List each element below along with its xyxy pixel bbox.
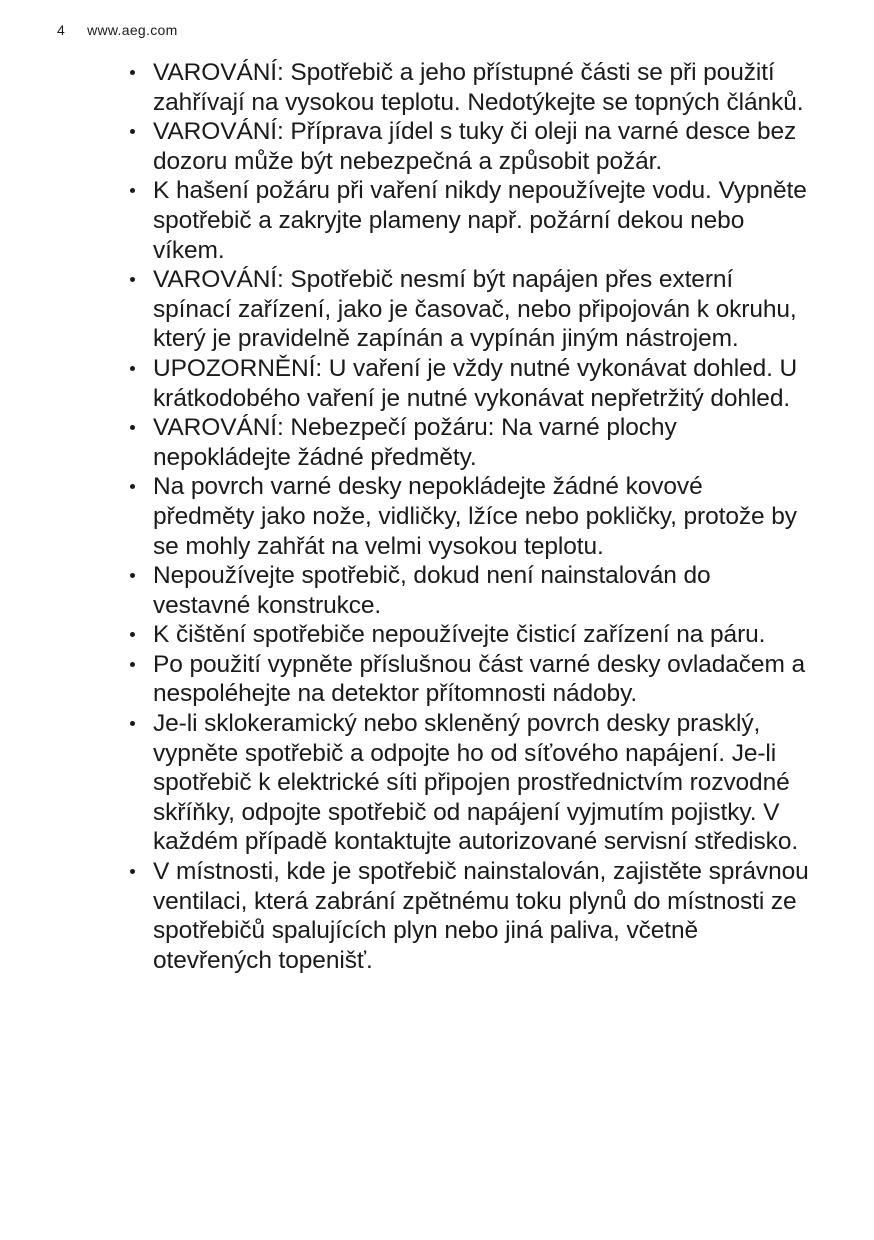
list-item [125, 58, 809, 117]
bullet-icon [130, 721, 135, 726]
list-item [125, 176, 809, 265]
list-item [125, 354, 809, 413]
list-item [125, 472, 809, 561]
bullet-icon [130, 366, 135, 371]
list-item-text: VAROVÁNÍ: Spotřebič nesmí být napájen přes externí spínací zařízení, jako je časovač, nebo připojován k okruhu, který je pravidelně zapínán a vypínán jiným nástrojem. [153, 266, 797, 353]
list-item-text: VAROVÁNÍ: Příprava jídel s tuky či oleji na varné desce bez dozoru může být nebezpečná a způsobit požár. [153, 118, 797, 175]
bullet-icon [130, 662, 135, 667]
safety-warning-list [125, 58, 809, 975]
bullet-icon [130, 188, 135, 193]
list-item-text: V místnosti, kde je spotřebič nainstalován, zajistěte správnou ventilaci, která zabrání zpětnému toku plynů do místnosti ze spotřebičů spalujících plyn nebo jiná paliva, včetně otevřených topenišť. [153, 858, 809, 974]
list-item-text: Je-li sklokeramický nebo skleněný povrch desky prasklý, vypněte spotřebič a odpojte ho od síťového napájení. Je-li spotřebič k elektrické síti připojen prostřednictvím rozvodné skříňky, odpojte spotřebič od napájení vyjmutím pojistky. V každém případě kontaktujte autorizované servisní středisko. [153, 710, 799, 856]
list-item-text: UPOZORNĚNÍ: U vaření je vždy nutné vykonávat dohled. U krátkodobého vaření je nutné vykonávat nepřetržitý dohled. [153, 354, 798, 412]
bullet-icon [130, 573, 135, 578]
site-url: www.aeg.com [87, 22, 178, 38]
list-item-text: VAROVÁNÍ: Spotřebič a jeho přístupné části se při použití zahřívají na vysokou teplotu. Nedotýkejte se topných článků. [153, 59, 804, 116]
list-item-text: Po použití vypněte příslušnou část varné desky ovladačem a nespoléhejte na detektor přítomnosti nádoby. [153, 650, 805, 708]
bullet-icon [130, 277, 135, 282]
list-item-text: Nepoužívejte spotřebič, dokud není nainstalován do vestavné konstrukce. [153, 562, 711, 619]
list-item [125, 413, 809, 472]
list-item-text: VAROVÁNÍ: Nebezpečí požáru: Na varné plochy nepokládejte žádné předměty. [153, 414, 677, 471]
list-item-text: K čištění spotřebiče nepoužívejte čisticí zařízení na páru. [153, 621, 766, 649]
bullet-icon [130, 869, 135, 874]
list-item [125, 117, 809, 176]
list-item [125, 620, 809, 650]
list-item-text: K hašení požáru při vaření nikdy nepoužívejte vodu. Vypněte spotřebič a zakryjte plameny např. požární dekou nebo víkem. [153, 177, 807, 264]
list-item [125, 857, 809, 975]
page-header [57, 22, 178, 38]
bullet-icon [130, 632, 135, 637]
list-item [125, 709, 809, 857]
list-item [125, 650, 809, 709]
bullet-icon [130, 129, 135, 134]
page-number: 4 [57, 22, 66, 38]
bullet-icon [130, 425, 135, 430]
bullet-icon [130, 70, 135, 75]
list-item-text: Na povrch varné desky nepokládejte žádné kovové předměty jako nože, vidličky, lžíce nebo pokličky, protože by se mohly zahřát na velmi vysokou teplotu. [153, 473, 797, 560]
bullet-icon [130, 484, 135, 489]
list-item [125, 265, 809, 354]
list-item [125, 561, 809, 620]
